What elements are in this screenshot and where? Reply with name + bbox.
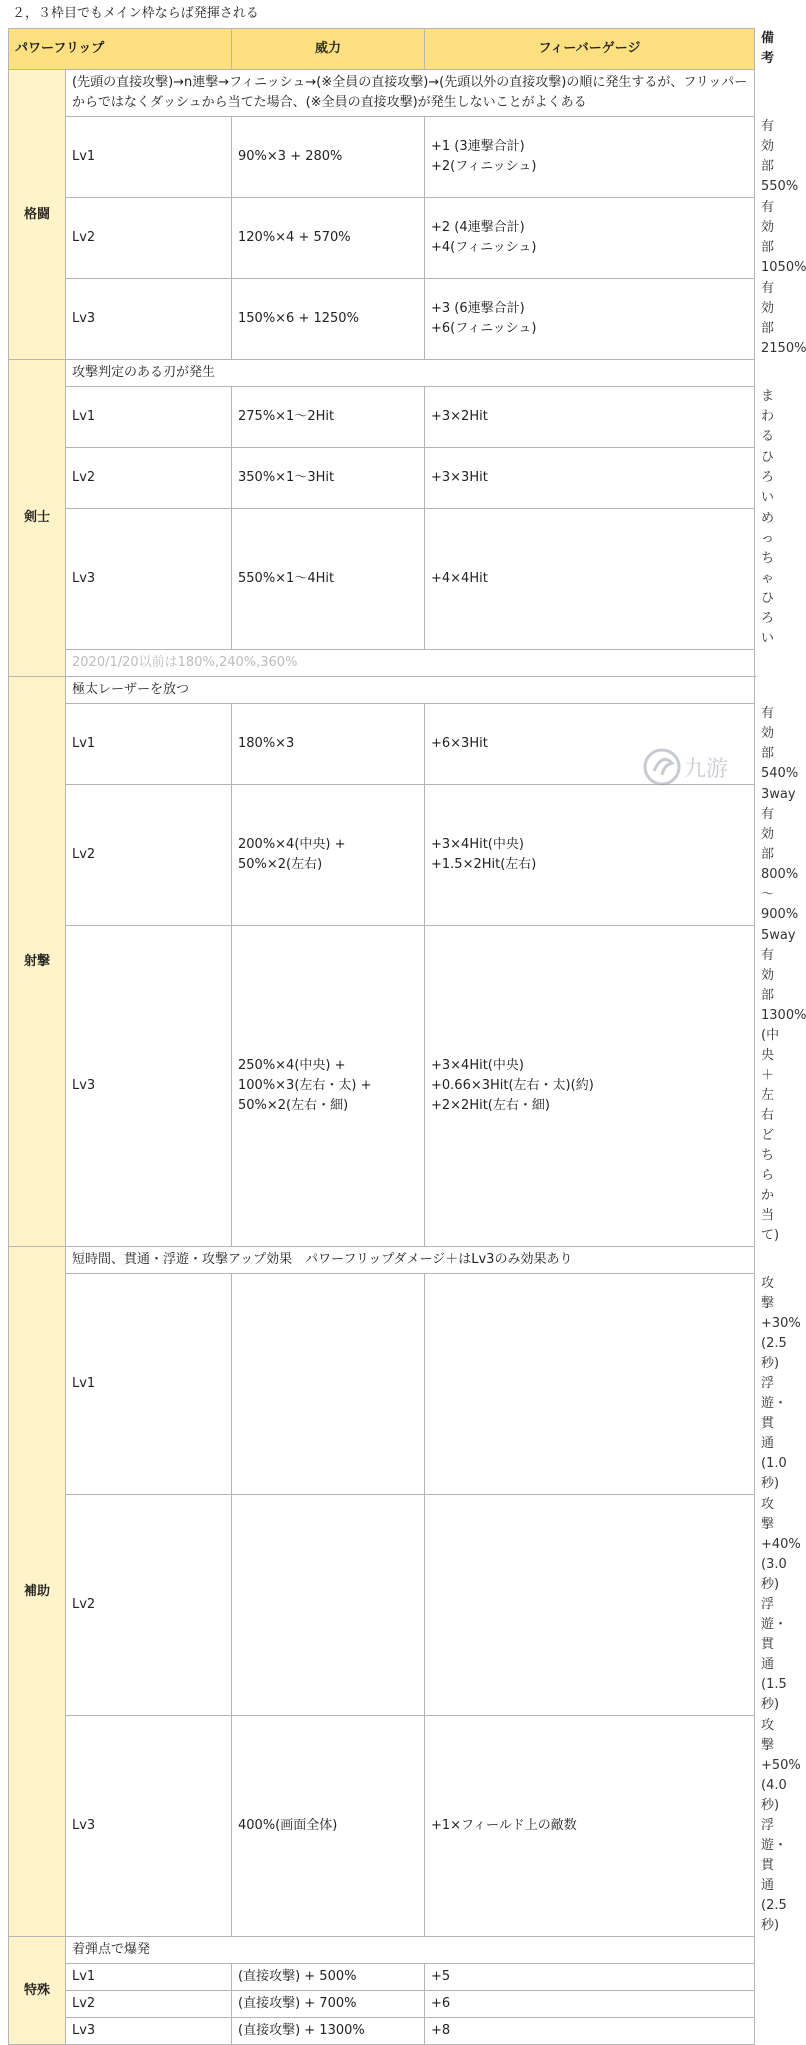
fever-line: +3×4Hit(中央) [431,1058,524,1073]
table-row [9,677,755,704]
table-row: Lv3 550%×1～4Hit +4×4Hit めっちゃひろい [9,509,755,650]
fever-cell: +3×3Hit [425,448,755,509]
level-cell: Lv3 [66,509,232,650]
fever-line: +3 (6連撃合計) [431,301,525,316]
level-cell: Lv2 [66,785,232,926]
power-line: 50%×2(左右・細) [238,1098,349,1113]
table-row [9,1991,755,2018]
category-tokushu: 特殊 [9,1937,66,2045]
fever-cell: +8 [425,2018,755,2045]
table-row: Lv3 150%×6 + 1250% +3 (6連撃合計) +6(フィニッシュ) 有効部2150% [9,279,755,360]
fever-cell: +3×2Hit [425,387,755,448]
fever-cell [425,926,755,1247]
power-cell [232,1495,425,1716]
level-cell: Lv3 [66,2018,232,2045]
power-cell: (直接攻撃) + 500% [232,1964,425,1991]
power-cell: (直接攻撃) + 1300% [232,2018,425,2045]
header-power: 威力 [232,29,425,70]
table-row [9,1247,755,1274]
fever-line: +1 (3連撃合計) [431,139,525,154]
fever-line: +1.5×2Hit(左右) [431,857,537,872]
category-kakutou: 格闘 [9,70,66,360]
header-row: パワーフリップ 威力 フィーバーゲージ 備考 [9,29,755,70]
category-hojo: 補助 [9,1247,66,1937]
table-row: Lv1 攻撃+30%(2.5秒) 浮遊・貫通(1.0秒) [9,1274,755,1495]
power-cell [232,785,425,926]
power-cell: 275%×1～2Hit [232,387,425,448]
fever-cell: +6×3Hit [425,704,755,785]
page-caption: ２，３枠目でもメイン枠ならば発揮される [12,6,259,21]
fever-line: +2 (4連撃合計) [431,220,525,235]
table-row: Lv1 90%×3 + 280% +1 (3連撃合計) +2(フィニッシュ) 有効部550% [9,117,755,198]
power-line: 200%×4(中央) + [238,837,346,852]
level-cell: Lv2 [66,1991,232,2018]
fever-cell [425,1274,755,1495]
fever-line: +6(フィニッシュ) [431,321,537,336]
power-flip-table [8,28,806,2045]
power-cell [232,1274,425,1495]
watermark-ring-icon [645,750,679,784]
table-row [9,360,755,387]
level-cell: Lv2 [66,1495,232,1716]
fever-line: +0.66×3Hit(左右・太)(約) [431,1078,594,1093]
section-note: (先頭の直接攻撃)→n連撃→フィニッシュ→(※全員の直接攻撃)→(先頭以外の直接攻撃)の順に発生するが、フリッパーからではなくダッシュから当てた場合、(※全員の直接攻撃)が発生しないことがよくある [66,70,755,117]
level-cell: Lv1 [66,704,232,785]
power-cell: 120%×4 + 570% [232,198,425,279]
table-row [9,650,755,677]
fever-cell: +1×フィールド上の敵数 [425,1716,755,1937]
power-cell: (直接攻撃) + 700% [232,1991,425,2018]
level-cell: Lv1 [66,1274,232,1495]
level-cell: Lv3 [66,1716,232,1937]
level-cell: Lv3 [66,279,232,360]
fever-cell: +4×4Hit [425,509,755,650]
power-cell: 550%×1～4Hit [232,509,425,650]
level-cell: Lv2 [66,448,232,509]
category-kenshi: 剣士 [9,360,66,677]
fever-cell [425,117,755,198]
level-cell: Lv1 [66,1964,232,1991]
fever-cell [425,198,755,279]
fever-line: +2×2Hit(左右・細) [431,1098,550,1113]
table-row [9,1937,755,1964]
table-row: Lv3 400%(画面全体) +1×フィールド上の敵数 攻撃+50%(4.0秒) 浮遊・貫通(2.5秒) [9,1716,755,1937]
watermark-logo [640,745,755,790]
level-cell: Lv2 [66,198,232,279]
table-row: Lv2 攻撃+40%(3.0秒) 浮遊・貫通(1.5秒) [9,1495,755,1716]
section-note: 攻撃判定のある刃が発生 [66,360,755,387]
table-row: Lv1 275%×1～2Hit +3×2Hit まわる [9,387,755,448]
header-label: パワーフリップ [9,29,232,70]
table-row: Lv3 250%×4(中央) + 100%×3(左右・太) + 50%×2(左右・細) +3×4Hit(中央) +0.66×3Hit(左右・太)(約) +2×2Hit(左右・細) 5way 有効部1300% (中央＋左右どちらか当て) [9,926,755,1247]
table-row [9,2018,755,2045]
fever-line: +4(フィニッシュ) [431,240,537,255]
power-cell [232,926,425,1247]
power-cell: 350%×1～3Hit [232,448,425,509]
fever-line: +2(フィニッシュ) [431,159,537,174]
power-line: 100%×3(左右・太) + [238,1078,372,1093]
power-cell: 90%×3 + 280% [232,117,425,198]
level-cell: Lv1 [66,387,232,448]
level-cell: Lv3 [66,926,232,1247]
table-row: Lv2 350%×1～3Hit +3×3Hit ひろい [9,448,755,509]
fever-cell [425,785,755,926]
category-shageki: 射撃 [9,677,66,1247]
watermark-text: 九游 [684,757,729,782]
header-fever: フィーバーゲージ [425,29,755,70]
fever-cell [425,1495,755,1716]
level-cell: Lv1 [66,117,232,198]
table-row [9,1964,755,1991]
fever-line: +3×4Hit(中央) [431,837,524,852]
fever-cell: +5 [425,1964,755,1991]
table-row: Lv1 180%×3 +6×3Hit 有効部540% [9,704,755,785]
watermark-swirl-icon [654,759,672,775]
fever-cell [425,279,755,360]
table-row [9,70,755,117]
table-row: Lv2 200%×4(中央) + 50%×2(左右) +3×4Hit(中央) +1.5×2Hit(左右) 3way 有効部800%～900% [9,785,755,926]
power-line: 250%×4(中央) + [238,1058,346,1073]
section-note: 極太レーザーを放つ [66,677,755,704]
old-values-note: 2020/1/20以前は180%,240%,360% [66,650,755,677]
fever-cell: +6 [425,1991,755,2018]
section-note: 着弾点で爆発 [66,1937,755,1964]
power-cell: 180%×3 [232,704,425,785]
power-cell: 400%(画面全体) [232,1716,425,1937]
power-cell: 150%×6 + 1250% [232,279,425,360]
power-line: 50%×2(左右) [238,857,323,872]
section-note: 短時間、貫通・浮遊・攻撃アップ効果 パワーフリップダメージ＋はLv3のみ効果あり [66,1247,755,1274]
table-row: Lv2 120%×4 + 570% +2 (4連撃合計) +4(フィニッシュ) 有効部1050% [9,198,755,279]
